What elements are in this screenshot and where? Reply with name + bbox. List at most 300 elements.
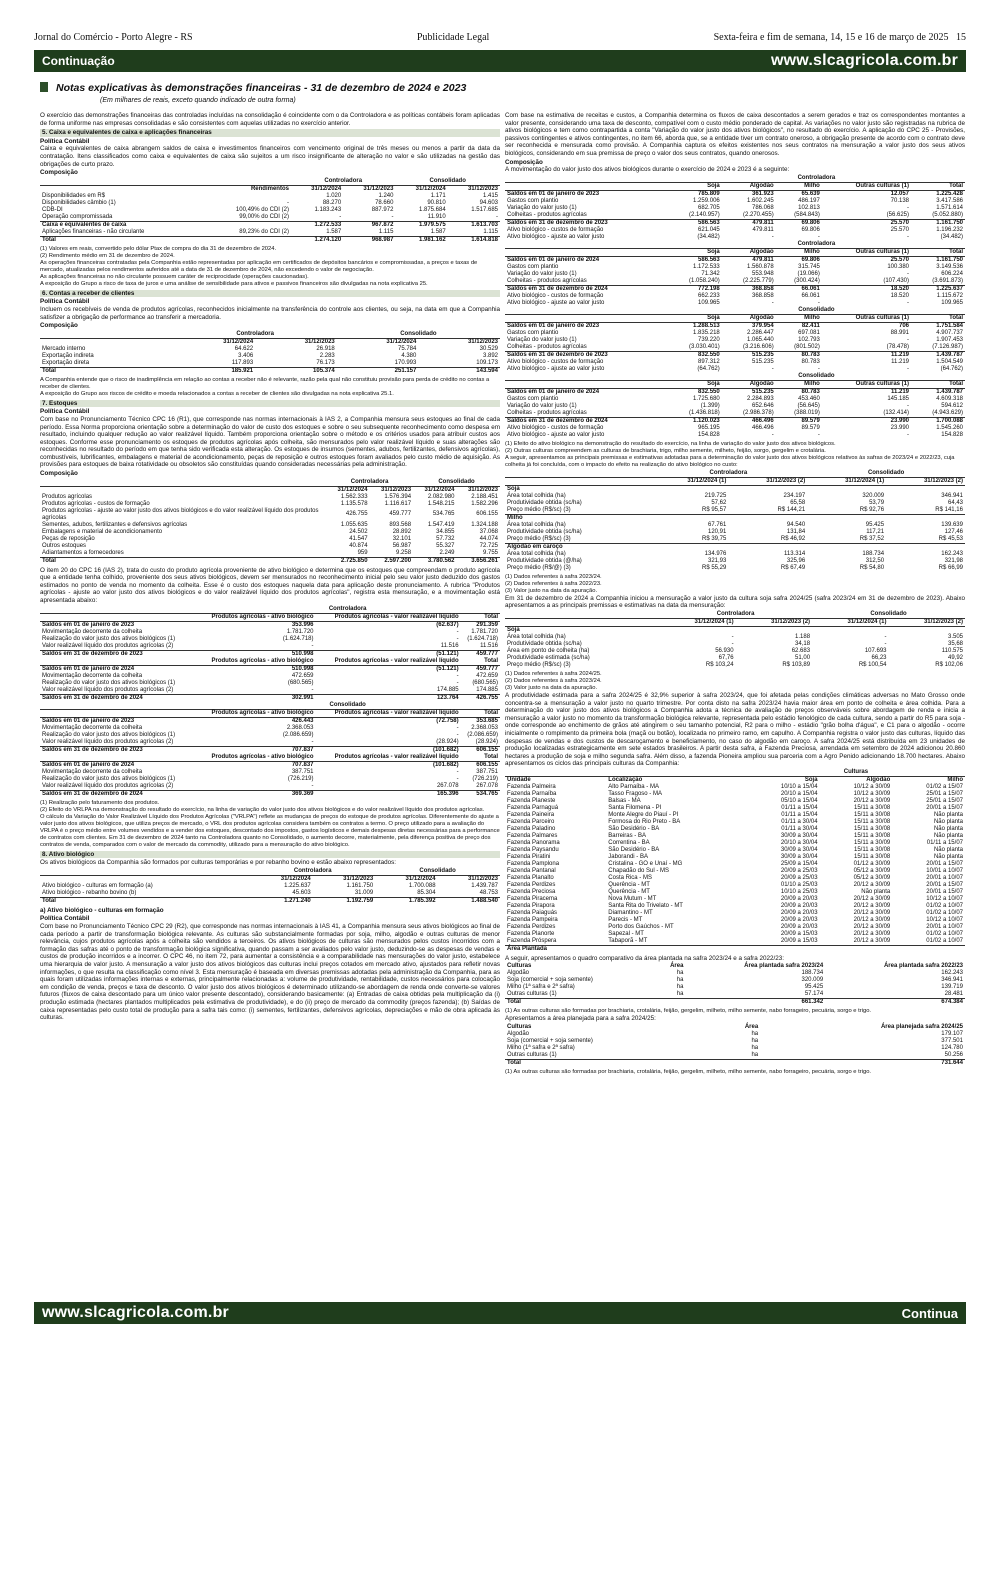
table-row (505, 769, 965, 777)
table-cell: R$ 144,21 (777, 506, 806, 513)
table-cell: 20/12 a 30/09 (853, 902, 891, 909)
table-header-cell (40, 702, 195, 710)
table-header-cell (203, 178, 291, 186)
row-label: Produtos agrícolas - custos de formação (42, 500, 150, 507)
table-cell: 1.225.637 (284, 882, 311, 889)
document-title-block (40, 82, 960, 114)
section-8-title: 8. Ativo biológico (40, 851, 500, 859)
table-row (40, 790, 500, 798)
table-cell: Parecis - MT (608, 916, 643, 923)
table-cell: (3.691.873) (932, 277, 963, 284)
table-cell: (3.030.401) (689, 343, 720, 350)
table-cell: 1.192.759 (313, 897, 375, 905)
table-cell: R$ 92,76 (859, 506, 885, 513)
row-label: Fazenda Pamplona (507, 860, 560, 867)
table-cell: 1.115 (378, 228, 394, 235)
table-cell: (2.986.378) (743, 409, 774, 416)
row-label: Soja (505, 626, 659, 634)
table-cell: 88.991 (890, 329, 910, 336)
table-row (505, 655, 965, 662)
table-cell: 34.855 (436, 528, 455, 535)
table-row (40, 621, 500, 629)
table-header-cell: Produtos agrícolas - valor realizável líquido (334, 613, 459, 620)
row-label: Milho (1ª safra e 2ª safra) (507, 1045, 575, 1052)
table-cell: 15/11 a 30/08 (854, 832, 891, 839)
row-label: Ativo biológico - custos de formação (507, 292, 604, 299)
table-cell: 510.998 (195, 650, 315, 658)
table-cell: 30/09 a 30/04 (780, 832, 818, 839)
row-label: Total (505, 1060, 719, 1068)
row-label: Fazenda Preciosa (507, 888, 556, 895)
table-cell: Chapadão do Sul - MS (608, 867, 669, 874)
table-cell: 786.068 (752, 204, 774, 211)
table-cell: 453.460 (798, 395, 820, 402)
table-cell: 606.155 (461, 746, 500, 754)
table-cell: 102.813 (798, 204, 820, 211)
table-cell: Correntina - BA (608, 839, 650, 846)
table-group-header: Consolidado (195, 702, 500, 710)
table-row (505, 432, 965, 439)
table-cell: 01/10 a 25/03 (780, 881, 818, 888)
row-label: Área em ponto de colheita (ha) (507, 647, 590, 654)
table-cell: 1.562.333 (340, 493, 368, 500)
table-cell (747, 945, 820, 953)
footnote: (1) Realização pelo faturamento dos produtos. (40, 799, 160, 806)
table-cell: 1.172.533 (693, 263, 720, 270)
table-cell: 1.020 (326, 192, 342, 199)
table-cell: 10/12 a 30/09 (853, 783, 891, 790)
table-cell: (51.121) (316, 665, 461, 673)
row-label: Ativo biológico - custos de formação (507, 226, 604, 233)
planned-area-text: Apresentamos a área planejada para a safra 2024/25: (505, 1015, 656, 1023)
row-label: Área total colhida (ha) (507, 633, 566, 640)
table-cell: 965.195 (698, 424, 720, 431)
table-cell: 3.656.261 (457, 557, 500, 565)
table-row (505, 558, 965, 565)
table-row (505, 256, 965, 264)
table-cell: - (817, 299, 820, 306)
table-cell (892, 945, 965, 953)
table-header-cell: Total (949, 182, 963, 189)
table-row (40, 221, 500, 229)
table-cell: 1.259.006 (693, 197, 720, 204)
row-label: Produtividade obtida (sc/ha) (507, 528, 582, 535)
section-8-policy: Política Contábil (40, 915, 90, 923)
row-label: Total (505, 999, 656, 1007)
table-cell: 479.811 (722, 219, 776, 227)
table-group-header: Consolidado (395, 178, 500, 186)
table-row (505, 626, 965, 634)
table-cell: 69.806 (776, 256, 822, 264)
table-header-cell: Algodão (749, 314, 774, 321)
table-cell: Balsas - MA (608, 797, 641, 804)
table-cell: Querência - MT (608, 888, 650, 895)
row-label: Gastos com plantio (507, 329, 559, 336)
row-label: Saldos em 01 de janeiro de 2023 (40, 717, 195, 725)
table-group-header: Consolidado (668, 307, 965, 315)
table-row (505, 833, 965, 840)
table-cell: R$ 46,92 (780, 535, 806, 542)
table-row (505, 826, 965, 833)
table-row (505, 1031, 965, 1038)
table-cell: 302.991 (195, 694, 315, 702)
row-label: Saldos em 01 de janeiro de 2023 (40, 621, 195, 629)
table-cell: 320.009 (801, 977, 824, 984)
table-cell: 67,76 (718, 654, 734, 661)
table-header-cell: Produtos agrícolas - ativo biológico (211, 753, 314, 760)
table-cell: 1.488.540 (438, 897, 500, 905)
table-header-cell: Total (949, 380, 963, 387)
row-label: Fazenda Perdizes (507, 881, 556, 888)
row-label: Soja (505, 485, 649, 493)
table-cell: 107.693 (864, 647, 887, 654)
table-cell: (56.625) (886, 211, 910, 218)
table-cell: 11.219 (822, 388, 911, 396)
table-cell: 01/12 a 30/09 (853, 860, 891, 867)
table-cell: 515.235 (722, 388, 776, 396)
table-header-cell (40, 709, 195, 717)
table-cell: ha (676, 991, 684, 998)
table-cell: 1.161.750 (911, 256, 965, 264)
table-cell: 24.502 (349, 528, 368, 535)
table-cell: ha (751, 1038, 759, 1045)
table-cell: (107.430) (883, 277, 910, 284)
table-cell: 1.571.614 (936, 204, 963, 211)
table-cell: 652.646 (752, 402, 774, 409)
table-cell: 3.892 (482, 352, 498, 359)
table-cell: 40.874 (349, 542, 368, 549)
table-cell: 586.563 (668, 256, 722, 264)
table-cell: 312,50 (865, 557, 885, 564)
table-cell: 123.764 (316, 694, 461, 702)
table-cell: 65.639 (776, 190, 822, 198)
table-cell: 387.751 (476, 768, 498, 775)
section-8-text: Os ativos biológicos da Companhia são formados por culturas temporárias e por rebanho bovino e estão abaixo representados: (40, 859, 396, 867)
section-8-text-2: Com base no Pronunciamento Técnico CPC 29 (R2), que corresponde nas normas internacionais à IAS 41, a Companhia mensura seus ativos biológicos ao final de cada período a partir de transformação biológica relevante. As culturas são substancialmente formadas por soja, milho, algodão e outras culturas de menor relevância, cujos produtos agrícolas após a colheita são vendidos a terceiros. Os ativos biológicos de culturas são mensurados pelos custos incorridos com a formação das safras até o ponto de transformação biológica significativa, quando passam a ser avaliados pelo valor justo, deduzindo-se as despesas de vendas e custos de produção incorridos e a incorrer. O CPC 46, no item 72, para aumentar a consistência e a comparabilidade nas mensurações do valor justo, estabelece uma hierarquia de valor justo. A mensuração a valor justo dos ativos biológicos das culturas inclui preços cotados em mercado ativo, ajustados para refletir novas informações, o que resulta na classificação como nível 3. Esta mensuração é baseada em diversas premissas adotadas pela administração da Companhia, para as quais foram utilizadas informações internas e externas, principalmente relacionadas a: volume de produtividade, rentabilidade, custos necessários para colocação em condição de venda, preços e taxa de desconto. O valor justo dos ativos biológicos é determinado utilizando-se abordagem de renda onde converte-se valores futuros (fluxos de caixa descontado para um único valor presente descontado), considerando basicamente: (a) Entradas de caixa obtidas pela multiplicação da (i) produção estimada (hectares plantados multiplicados pela estimativa de produtividade), e do (ii) preço de mercado da commodity (preços fazenda); (b) Saídas de caixa representadas pelo custo total de produção para a safra tais como: (i) sementes, fertilizantes, defensivos agrícolas, depreciações e mão de obra aplicada às culturas. (40, 923, 500, 1022)
table-header-cell (505, 611, 659, 619)
table-cell: 967.872 (343, 221, 395, 229)
table-row (40, 702, 500, 710)
left-column (40, 112, 500, 1297)
table-row (505, 337, 965, 344)
table-row (40, 494, 500, 501)
table-cell: 15/11 a 30/08 (854, 811, 891, 818)
table-cell: 124.780 (941, 1045, 963, 1052)
row-label: Disponibilidades em R$ (42, 192, 106, 199)
table-header-cell: Rendimentos (250, 185, 289, 192)
premises-text: Em 31 de dezembro de 2024 a Companhia iniciou a mensuração a valor justo da cultura soja safra 2024/25 (safra 2023/24 em 31 de dezembro de 2023). Abaixo apresentamos a as principais premissas e estimativas na data da mensuração: (505, 594, 965, 610)
table-row (505, 477, 965, 485)
table-row (40, 331, 500, 339)
table-cell: 88.270 (322, 199, 342, 206)
table-cell: 3.149.536 (936, 263, 963, 270)
table-cell: 553.948 (752, 270, 774, 277)
table-row (505, 198, 965, 205)
footnote: (1) Efeito do ativo biológico na demonstração do resultado do exercício, na linha de variação do valor justo dos ativos biológicos. (505, 440, 836, 447)
table-cell: R$ 95,57 (701, 506, 727, 513)
table-cell: 66,23 (871, 654, 887, 661)
row-label: Total (40, 897, 250, 905)
table-group-header: Controladora (195, 606, 500, 614)
table-cell: 1.517.685 (471, 206, 498, 213)
table-cell: 85.304 (417, 889, 436, 896)
row-label: Exportação indireta (42, 352, 94, 359)
table-cell: 1.614.818 (448, 236, 500, 244)
table-cell: R$ 66,99 (938, 564, 963, 571)
table-cell: 11.516 (440, 642, 459, 649)
row-label: Fazenda Planalto (507, 874, 554, 881)
table-cell: - (311, 782, 314, 789)
planned-area-table (505, 1024, 965, 1067)
table-header-cell (40, 178, 203, 186)
table-row (505, 227, 965, 234)
table-cell: 117.893 (231, 359, 254, 366)
table-cell: 20/09 a 20/03 (780, 895, 818, 902)
edition-date: Sexta-feira e fim de semana, 14, 15 e 16 de março de 2025 15 (713, 32, 966, 43)
table-row (40, 229, 500, 237)
table-row (505, 984, 965, 991)
table-cell: 76.173 (316, 359, 335, 366)
table-cell: (1.058.240) (689, 277, 720, 284)
table-header-cell (505, 314, 668, 322)
table-cell: (4.943.629) (932, 409, 963, 416)
table-cell (649, 543, 728, 551)
table-cell: 2.283 (319, 352, 335, 359)
table-row (40, 606, 500, 614)
row-label: Variação do valor justo (1) (507, 336, 577, 343)
table-cell: 3.406 (238, 352, 254, 359)
table-header-cell: Localização (608, 776, 643, 783)
table-header-cell (505, 470, 649, 478)
table-cell: 291.359 (461, 621, 500, 629)
table-row (505, 359, 965, 366)
table-cell (889, 626, 965, 634)
table-cell: 379.954 (722, 322, 776, 330)
table-cell: 959 (357, 549, 368, 556)
table-row (40, 367, 500, 375)
table-cell: (78.478) (886, 343, 910, 350)
table-cell: 887.972 (371, 206, 394, 213)
table-cell: 1.981.162 (395, 236, 447, 244)
table-header-cell (505, 380, 668, 388)
row-label: Disponibilidades câmbio (1) (42, 199, 116, 206)
row-label: Outras culturas (1) (507, 991, 557, 998)
table-row (40, 868, 500, 876)
table-cell: 05/12 a 30/09 (853, 874, 891, 881)
table-cell: Tasso Fragoso - MA (608, 790, 662, 797)
table-header-cell: Algodão (749, 182, 774, 189)
row-label: Fazenda Palmeira (507, 783, 556, 790)
row-label: Fazenda Palmares (507, 832, 558, 839)
table-header-cell (40, 875, 250, 883)
table-cell: 707.837 (195, 761, 315, 769)
table-row (505, 380, 965, 388)
table-row (505, 175, 965, 183)
table-header-cell: Área (744, 1024, 759, 1031)
row-label: Milho (1ª safra e 2ª safra) (507, 984, 575, 991)
table-group-header: Controladora (250, 868, 375, 876)
newspaper-name: Jornal do Comércio - Porto Alegre - RS (34, 32, 193, 43)
table-row (40, 732, 500, 739)
table-cell: ha (676, 984, 684, 991)
row-label: Preço médio (R$/sc) (3) (507, 661, 571, 668)
table-header-cell (40, 658, 195, 666)
table-cell: 459.777 (461, 650, 500, 658)
table-row (40, 890, 500, 898)
table-cell: 94.603 (479, 199, 498, 206)
table-header-cell: 31/12/2023 (2) (923, 618, 963, 625)
table-cell: 05/12 a 30/09 (853, 867, 891, 874)
table-cell: (680.565) (472, 679, 498, 686)
table-cell: 2.188.451 (471, 493, 498, 500)
table-cell: 26.918 (316, 345, 335, 352)
table-header-cell (606, 769, 747, 777)
table-row (40, 629, 500, 636)
table-cell: São Desidério - BA (608, 825, 660, 832)
table-cell: Não planta (933, 846, 963, 853)
row-label: Preço médio (R$/@) (3) (507, 564, 571, 571)
table-cell: 80.783 (801, 358, 820, 365)
table-cell (807, 514, 886, 522)
row-label: Produtividade obtida (sc/ha) (507, 640, 582, 647)
table-row (40, 236, 500, 244)
table-cell: 01/02 a 10/07 (926, 937, 963, 944)
table-cell: 20/12 a 30/09 (853, 930, 891, 937)
table-row (505, 551, 965, 558)
table-row (505, 205, 965, 212)
table-row (505, 248, 965, 256)
table-cell: 897.312 (698, 358, 720, 365)
table-row (505, 910, 965, 917)
company-website-footer: www.slcagricola.com.br (42, 1304, 229, 1321)
row-label: Saldos em 01 de janeiro de 2024 (40, 665, 195, 673)
table-cell: 57.174 (804, 991, 824, 998)
table-cell (728, 485, 807, 493)
table-cell: 55.327 (436, 542, 455, 549)
table-cell: (584.843) (794, 211, 820, 218)
table-cell: 45.603 (292, 889, 311, 896)
table-cell: 99,00% do CDI (2) (239, 213, 289, 220)
table-cell: 1.751.584 (911, 322, 965, 330)
table-cell: ha (751, 1031, 759, 1038)
table-cell: (62.637) (316, 621, 461, 629)
table-cell: 90.810 (427, 199, 446, 206)
table-cell: 80.783 (776, 351, 822, 359)
table-cell: R$ 55,29 (701, 564, 727, 571)
table-header-cell: Milho (804, 380, 820, 387)
footnote: (2) Dados referentes à safra 2023/24. (505, 677, 602, 684)
table-cell: (28.924) (436, 738, 459, 745)
table-row (40, 613, 500, 621)
table-cell: 459.777 (461, 665, 500, 673)
table-row (40, 193, 500, 200)
table-cell: 15/11 a 30/08 (854, 804, 891, 811)
table-header-cell: Total (484, 657, 498, 664)
table-header-cell (40, 338, 174, 346)
section-5-title: 5. Caixa e equivalentes de caixa e aplicações financeiras (40, 129, 500, 137)
table-cell: 89,23% do CDI (2) (239, 228, 289, 235)
table-cell: 25.570 (822, 219, 911, 227)
table-cell: 320.009 (862, 492, 885, 499)
table-cell: (801.502) (794, 343, 820, 350)
table-header-cell: 31/12/2024 (280, 875, 311, 882)
table-cell: - (286, 199, 289, 206)
table-cell: 594.612 (941, 402, 963, 409)
table-header-cell: Área (670, 963, 684, 970)
table-cell: (1.624.718) (282, 635, 314, 642)
table-cell: 12.057 (822, 190, 911, 198)
table-cell: 2.284.893 (747, 395, 774, 402)
table-cell: 4.907.737 (936, 329, 963, 336)
table-row (40, 783, 500, 791)
table-cell: 11.910 (427, 213, 446, 220)
table-cell: 1.196.232 (936, 226, 963, 233)
table-row (505, 945, 965, 953)
table-header-cell (40, 754, 195, 762)
table-cell: 1.781.720 (286, 628, 314, 635)
section-8-a-title: a) Ativo biológico - culturas em formação (40, 906, 164, 914)
table-header-cell (40, 331, 174, 339)
footnote: (2) Outras culturas compreendem as culturas de brachiaria, trigo, milho semente, milheto, feijão, sorgo, gergelim e crotalária. (505, 447, 826, 454)
table-row (505, 212, 965, 220)
title-marker-icon (40, 82, 48, 92)
row-label: Realização do valor justo dos ativos biológicos (1) (42, 679, 176, 686)
row-label: Valor realizável líquido dos produtos agrícolas (2) (42, 738, 174, 745)
table-cell: 165.396 (316, 790, 461, 798)
section-5-notes (40, 246, 500, 288)
table-header-cell: Unidade (507, 776, 531, 783)
table-cell: - (907, 431, 910, 438)
table-cell: 25/01 a 15/07 (926, 790, 963, 797)
table-cell: 01/11 a 30/04 (781, 825, 818, 832)
table-header-cell: 31/12/2023 (381, 486, 412, 493)
table-header-cell: Total (949, 248, 963, 255)
table-row (505, 300, 965, 307)
table-cell: 1.587 (326, 228, 342, 235)
row-label: Valor realizável líquido dos produtos agrícolas (2) (42, 686, 174, 693)
table-row (505, 861, 965, 868)
table-row (40, 207, 500, 214)
table-header-cell (505, 477, 649, 485)
row-label: Produtos agrícolas (42, 493, 93, 500)
table-header-cell: 31/12/2023 (467, 338, 498, 345)
table-cell: 20/09 a 25/03 (780, 874, 818, 881)
table-row (505, 493, 965, 500)
table-cell: Formosa do Rio Preto - BA (608, 818, 681, 825)
table-row (40, 897, 500, 905)
table-cell: 674.384 (825, 999, 965, 1007)
table-cell: - (496, 213, 498, 220)
table-cell: 1.545.260 (936, 424, 963, 431)
table-cell: 1.560.878 (747, 263, 774, 270)
table-row (505, 896, 965, 903)
right-composition-text: A movimentação do valor justo dos ativos biológicos durante o exercício de 2024 e 2023 é a seguinte: (505, 166, 790, 174)
footnote: A exposição do Grupo a risco de taxa de juros e uma análise de sensibilidade para ativos e passivos financeiros são divulgadas na nota explicativa 25. (40, 280, 428, 287)
table-cell: 1.115 (483, 228, 498, 235)
table-cell: 139.639 (941, 521, 963, 528)
table-cell: 1.188 (795, 633, 811, 640)
table-header-cell: 31/12/2024 (1) (847, 618, 887, 625)
table-header-cell: Algodão (749, 380, 774, 387)
table-row (505, 999, 965, 1007)
table-row (505, 314, 965, 322)
table-cell: 1.274.120 (291, 236, 343, 244)
table-group-header: Consolidado (668, 373, 965, 381)
table-cell: 9.258 (396, 549, 412, 556)
table-cell: 188.734 (801, 970, 824, 977)
document-subtitle: (Em milhares de reais, exceto quando indicado de outra forma) (100, 97, 296, 104)
table-cell: 2.597.200 (370, 557, 413, 565)
